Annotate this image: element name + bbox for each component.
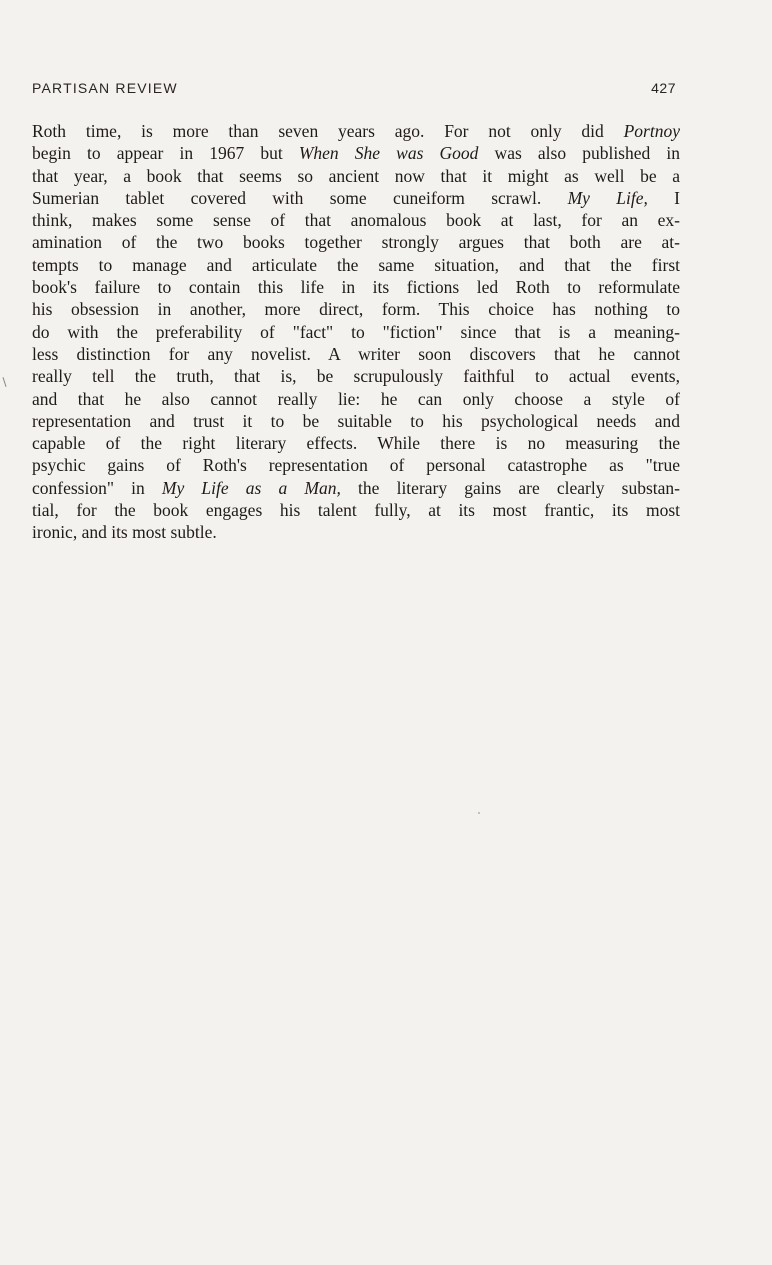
text-run: Roth time, is more than seven years ago. For not only did [32,121,624,141]
text-line [32,477,680,499]
text-line [32,454,680,476]
text-line [32,165,680,187]
text-line [32,432,680,454]
text-line [32,276,680,298]
text-run: less distinction for any novelist. A writer soon discovers that he cannot [32,343,680,364]
text-run: representation and trust it to be suitable to his psychological needs and [32,410,680,431]
text-line [32,120,680,142]
paper-speck [478,812,480,814]
text-line [32,142,680,164]
text-run: begin to appear in 1967 but [32,143,299,164]
text-line [32,388,680,410]
text-run: confession" in [32,477,162,498]
text-run: the literary gains are clearly substan- [340,477,680,498]
text-run: amination of the two books together strongly argues that both are at- [32,232,680,253]
journal-title: PARTISAN REVIEW [32,80,178,96]
text-run: tempts to manage and articulate the same situation, and that the first [32,254,680,275]
text-run: his obsession in another, more direct, form. This choice has nothing to [32,299,680,320]
text-run: Sumerian tablet covered with some cuneiform scrawl. [32,187,568,208]
body-paragraph [32,120,680,544]
text-run: psychic gains of Roth's representation of personal catastrophe as "true [32,455,680,476]
text-run: really tell the truth, that is, be scrupulously faithful to actual events, [32,366,680,387]
text-run: that year, a book that seems so ancient now that it might as well be a [32,165,680,186]
italic-title: When She was Good [298,143,479,164]
text-line [32,209,680,231]
italic-title: My Life as a Man, [161,477,341,498]
italic-title: My Life, [567,187,648,208]
running-head [32,80,676,96]
text-line [32,254,680,276]
text-line [32,231,680,253]
text-line [32,187,680,209]
text-run: think, makes some sense of that anomalous book at last, for an ex- [32,210,680,231]
text-run: and that he also cannot really lie: he can only choose a style of [32,388,680,409]
text-line [32,521,680,543]
text-run: was also published in [478,143,680,164]
text-line [32,499,680,521]
text-run: book's failure to contain this life in its fictions led Roth to reformulate [32,277,680,298]
page-number: 427 [651,80,676,96]
text-run: I [647,187,680,208]
text-line [32,321,680,343]
italic-title: Portnoy [623,121,680,141]
text-line [32,343,680,365]
text-line [32,298,680,320]
text-run: do with the preferability of "fact" to "fiction" since that is a meaning- [32,321,680,342]
text-line [32,365,680,387]
text-run: tial, for the book engages his talent fully, at its most frantic, its most [32,500,680,521]
margin-pencil-mark [2,377,6,387]
text-run: ironic, and its most subtle. [32,522,217,543]
text-line [32,410,680,432]
text-run: capable of the right literary effects. While there is no measuring the [32,433,680,454]
